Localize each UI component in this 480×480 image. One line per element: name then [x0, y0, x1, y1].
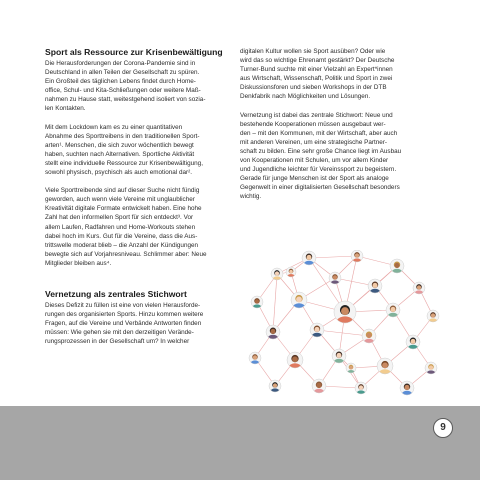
page-footer-band — [0, 406, 480, 480]
person-avatar-icon — [286, 267, 296, 280]
paragraph: Viele Sporttreibende sind auf dieser Suche nicht fündig geworden, auch wenn viele Vereine mit unglaublicher Kreativität digitale Formate entwickelt haben. Eine hohe Zahl hat den informellen Sport für sich entdeckt³. Vor allem Laufen, Radfahren und Home-Workouts stehen dabei hoch im Kurs. Gut für die Vereine, dass die Aus- trittswelle moderat blieb – die Anzahl der Kündigungen bewegte sich auf Vorjahresniveau. Schlimmer aber: Neue Mitglieder bleiben aus⁴. — [45, 187, 207, 267]
person-avatar-icon — [329, 272, 341, 287]
page-number: 9 — [433, 418, 453, 438]
network-line — [317, 330, 369, 336]
person-avatar-icon — [287, 352, 303, 372]
left-column — [45, 47, 225, 355]
network-line — [273, 274, 277, 332]
paragraph: Die Herausforderungen der Corona-Pandemie sind in Deutschland in allen Teilen der Gesellschaft zu spüren. Ein Großteil des täglichen Lebens findet durch Home- office, Schul- und Kita-Schließungen oder weitere Maß- nahmen zu Hause statt, weitestgehend isoliert von sozia- len Kontakten. — [45, 60, 206, 113]
person-avatar-icon — [251, 296, 263, 311]
paragraph: Mit dem Lockdown kam es zu einer quantitativen Abnahme des Sporttreibens in den traditionellen Sport- arten¹. Menschen, die sich zuvor wöchentlich bewegt haben, suchten nach Alternativen. Sportliche Aktivität stellt eine individuelle Ressource zur Krisenbewältigung, sowohl physisch, psychisch als auch emotional dar². — [45, 123, 203, 177]
people-network-illustration — [247, 250, 443, 398]
paragraph: digitalen Kultur wollen sie Sport ausüben? Oder wie wird das so wichtige Ehrenamt gestärkt? Der Deutsche Turner-Bund suchte mit einer Vielzahl an Expert*innen aus Wirtschaft, Wissenschaft, Politik und Sport in zwei Diskussionsforen und sieben Workshops in der DTB Denkfabrik nach Möglichkeiten und Lösungen. — [240, 48, 395, 101]
network-nodes — [249, 250, 439, 398]
person-avatar-icon — [400, 381, 414, 398]
paragraph: Vernetzung ist dabei das zentrale Stichwort: Neue und bestehende Kooperationen müssen ausgebaut wer- den – mit den Kommunen, mit der Wirtschaft, aber auch mit anderen Vereinen, um eine strategische Partner- schaft zu bilden. Eine sehr große Chance liegt im Ausbau von Kooperationen mit Schulen, um vor allem Kinder und Jugendliche leichter für Vereinssport zu begeistern. Gerade für junge Menschen ist der Sport als analoge Gegenwelt in einer digitalisierten Gesellschaft besonders wichtig. — [240, 111, 402, 201]
person-avatar-icon — [266, 325, 280, 343]
person-avatar-icon — [249, 352, 261, 367]
right-column — [240, 47, 420, 211]
person-avatar-icon — [334, 301, 356, 329]
person-avatar-icon — [269, 380, 281, 395]
person-avatar-icon — [390, 259, 404, 277]
person-avatar-icon — [271, 268, 283, 283]
person-avatar-icon — [312, 379, 326, 397]
person-avatar-icon — [425, 362, 437, 377]
person-avatar-icon — [377, 358, 393, 378]
person-avatar-icon — [355, 382, 367, 397]
person-avatar-icon — [351, 250, 363, 265]
paragraph: Dieses Defizit zu füllen ist eine von vielen Herausforde- rungen des organisierten Sports. Hinzu kommen weitere Fragen, auf die Vereine und Verbände Antworten finden müssen: Wie gehen sie mit den derzeitigen Verände- rungsprozessen in der Gesellschaft um? In welcher — [45, 301, 204, 346]
heading-vernetzung: Vernetzung als zentrales Stichwort — [45, 288, 187, 299]
person-avatar-icon — [362, 329, 376, 347]
heading-krisenbewaeltigung: Sport als Ressource zur Krisenbewältigung — [45, 47, 223, 57]
person-avatar-icon — [413, 282, 425, 297]
person-avatar-icon — [310, 323, 324, 341]
person-avatar-icon — [427, 310, 439, 325]
person-avatar-icon — [406, 335, 420, 353]
person-avatar-icon — [368, 279, 382, 297]
